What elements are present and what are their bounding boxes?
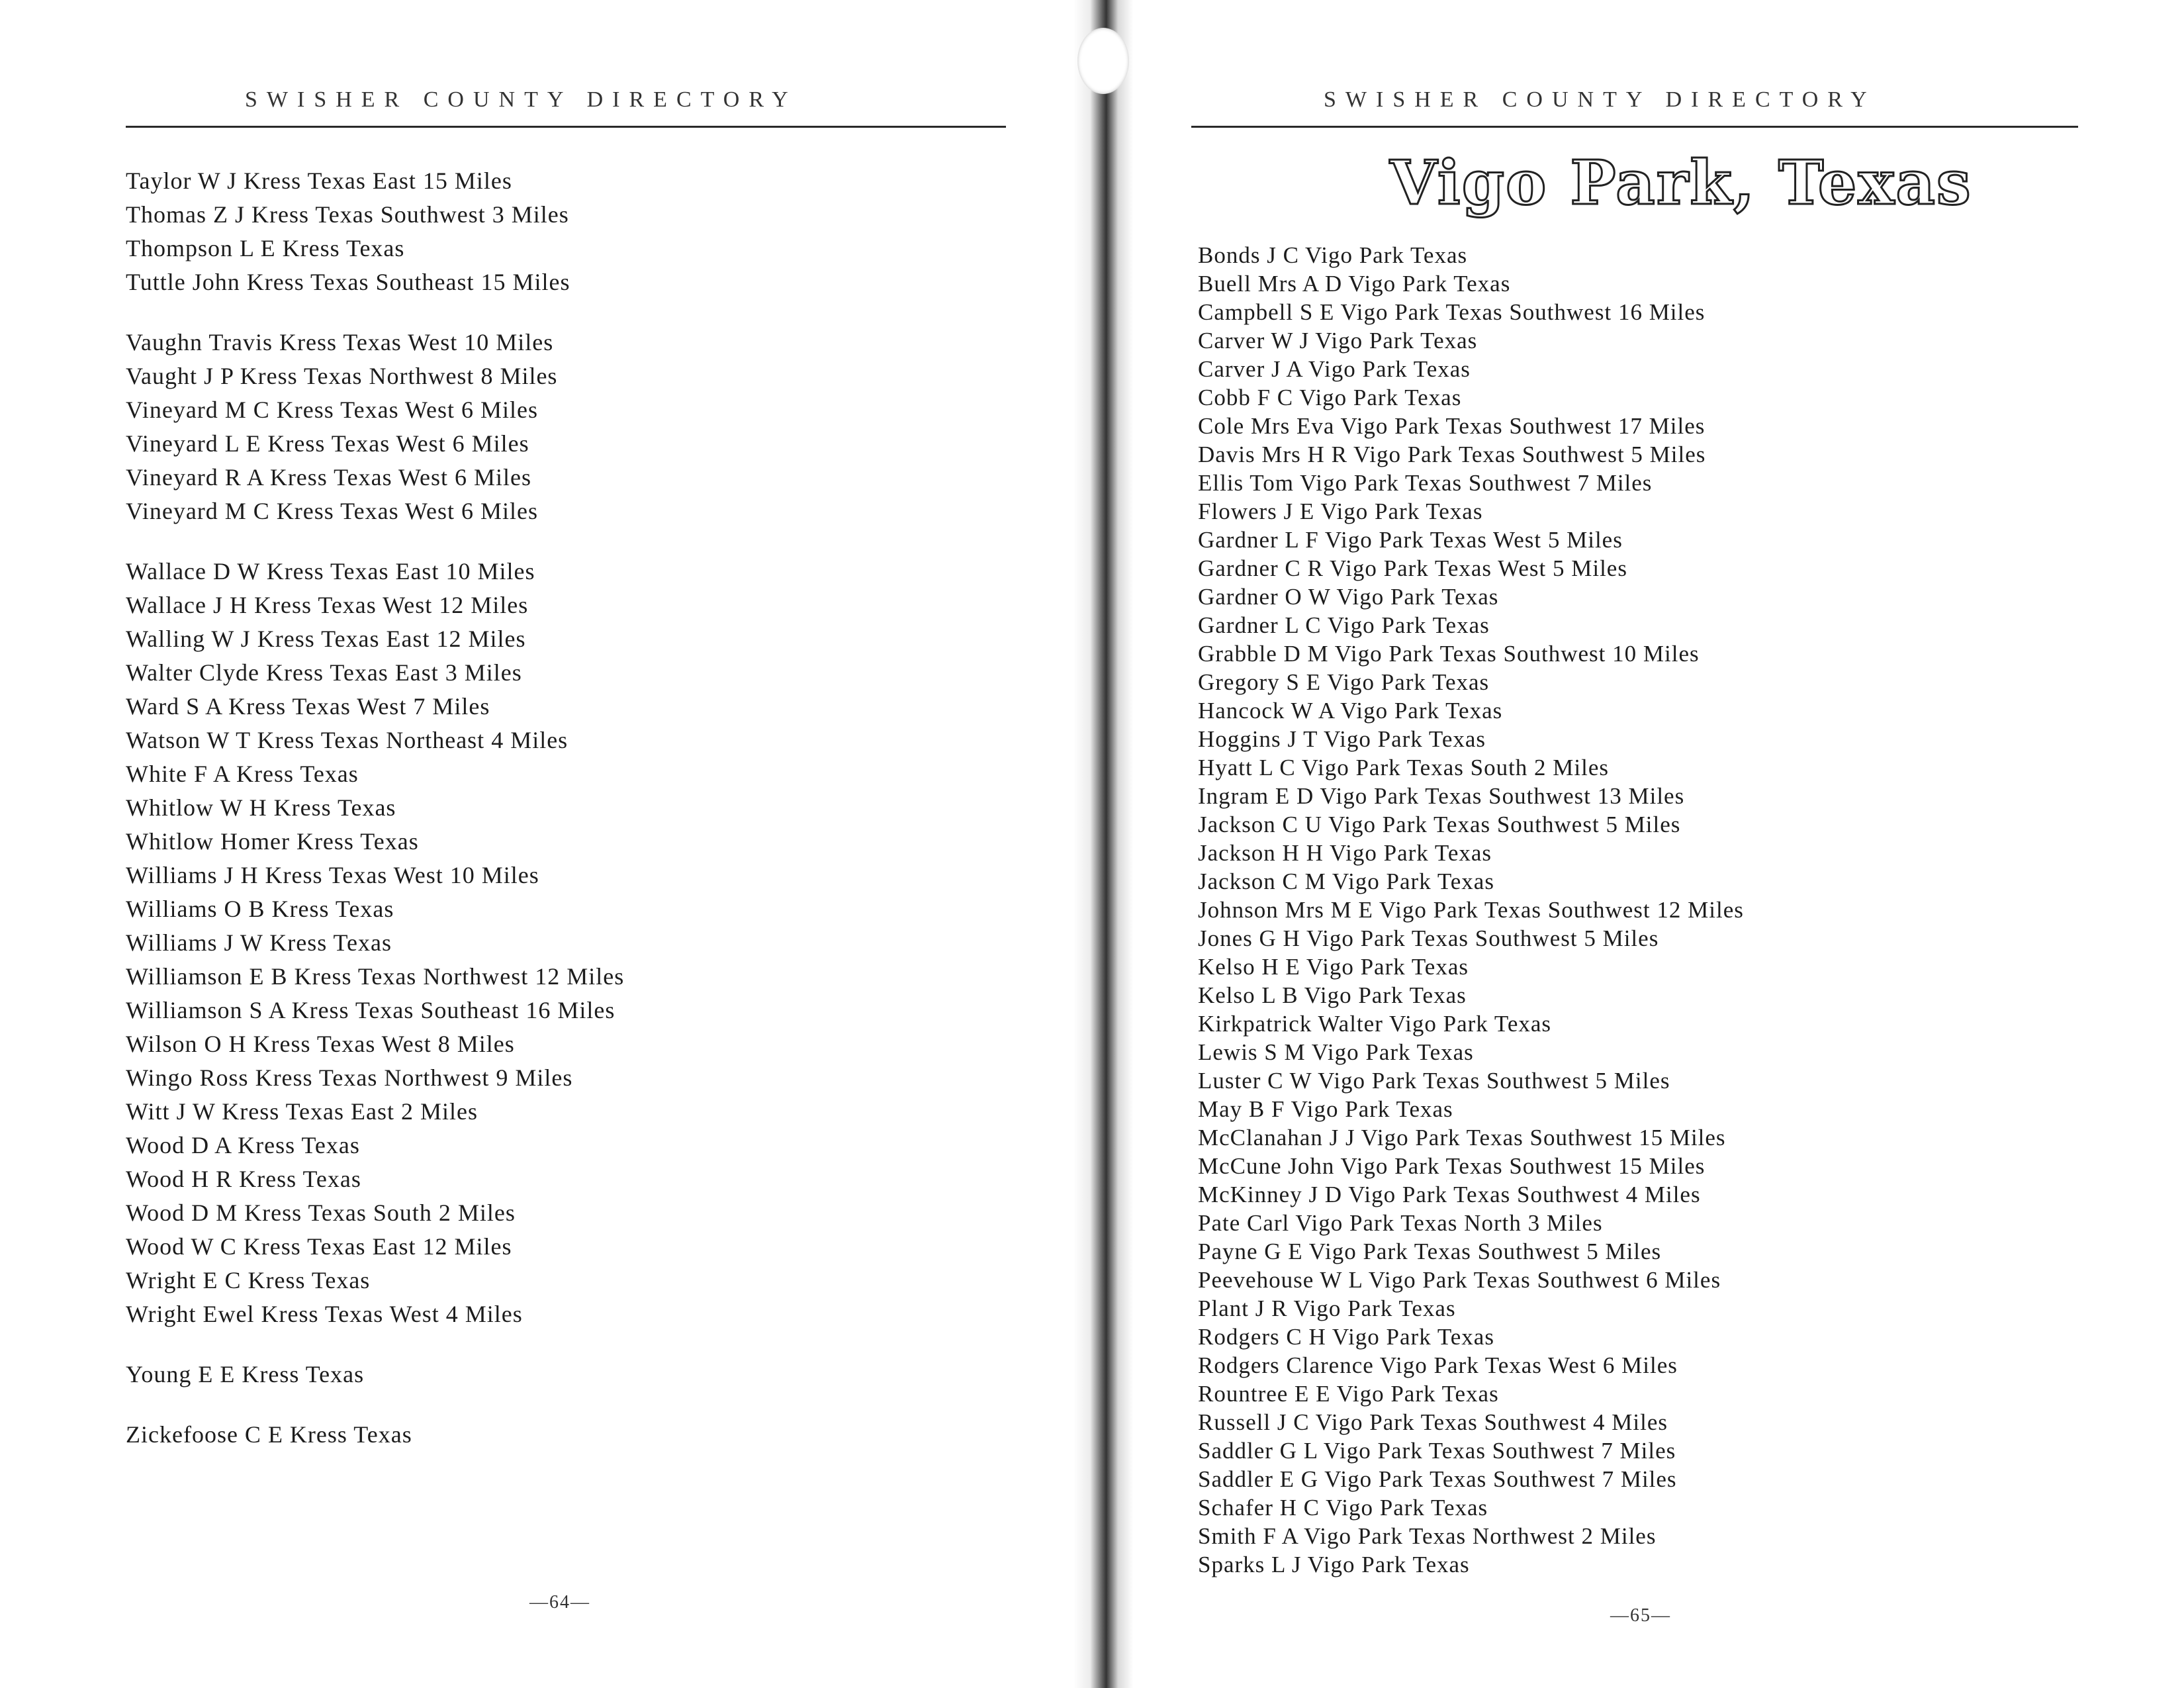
list-item: Flowers J E Vigo Park Texas [1198,498,1483,524]
list-item: Wallace J H Kress Texas West 12 Miles [126,592,529,618]
list-item: Thomas Z J Kress Texas Southwest 3 Miles [126,201,569,228]
running-head: SWISHER COUNTY DIRECTORY [245,87,797,112]
list-item: Wingo Ross Kress Texas Northwest 9 Miles [126,1064,573,1091]
list-item: May B F Vigo Park Texas [1198,1096,1453,1122]
list-item: Kelso L B Vigo Park Texas [1198,982,1467,1008]
list-item: Vineyard M C Kress Texas West 6 Miles [126,498,539,524]
list-item: Jackson C U Vigo Park Texas Southwest 5 Miles [1198,812,1681,837]
page-number: —65— [1610,1605,1671,1626]
list-item: Wallace D W Kress Texas East 10 Miles [126,558,535,585]
list-item: Wood D M Kress Texas South 2 Miles [126,1199,516,1226]
list-item: Ellis Tom Vigo Park Texas Southwest 7 Miles [1198,470,1653,496]
list-item: Saddler G L Vigo Park Texas Southwest 7 Miles [1198,1438,1676,1464]
list-item: Saddler E G Vigo Park Texas Southwest 7 Miles [1198,1466,1677,1492]
list-item: Rodgers Clarence Vigo Park Texas West 6 Miles [1198,1352,1678,1378]
list-item: Grabble D M Vigo Park Texas Southwest 10 Miles [1198,641,1700,667]
list-item: Vineyard M C Kress Texas West 6 Miles [126,397,539,423]
list-item: Vineyard L E Kress Texas West 6 Miles [126,430,529,457]
list-item: Russell J C Vigo Park Texas Southwest 4 Miles [1198,1409,1668,1435]
list-item: Sparks L J Vigo Park Texas [1198,1552,1470,1577]
list-item: Gardner L C Vigo Park Texas [1198,612,1490,638]
list-item: Carver J A Vigo Park Texas [1198,356,1471,382]
list-item: Taylor W J Kress Texas East 15 Miles [126,167,512,194]
list-item: Walling W J Kress Texas East 12 Miles [126,626,526,652]
list-item: Williams O B Kress Texas [126,896,394,922]
list-item: Jackson H H Vigo Park Texas [1198,840,1492,866]
list-item: Jones G H Vigo Park Texas Southwest 5 Miles [1198,925,1659,951]
list-item: Wood W C Kress Texas East 12 Miles [126,1233,512,1260]
list-item: Witt J W Kress Texas East 2 Miles [126,1098,478,1125]
list-item: Gregory S E Vigo Park Texas [1198,669,1490,695]
list-item: Vaught J P Kress Texas Northwest 8 Miles [126,363,558,389]
list-item: Williamson E B Kress Texas Northwest 12 Miles [126,963,625,990]
list-item: Davis Mrs H R Vigo Park Texas Southwest 5 Miles [1198,442,1706,467]
list-item: Pate Carl Vigo Park Texas North 3 Miles [1198,1210,1603,1236]
list-item: Rodgers C H Vigo Park Texas [1198,1324,1494,1350]
list-item: Cole Mrs Eva Vigo Park Texas Southwest 17 Miles [1198,413,1706,439]
list-item: Gardner O W Vigo Park Texas [1198,584,1499,610]
list-item: Wood D A Kress Texas [126,1132,360,1158]
directory-list [126,164,624,1452]
list-item: Rountree E E Vigo Park Texas [1198,1381,1499,1407]
list-item: Campbell S E Vigo Park Texas Southwest 16 Miles [1198,299,1706,325]
list-item: White F A Kress Texas [126,761,359,787]
list-item: McKinney J D Vigo Park Texas Southwest 4 Miles [1198,1182,1701,1207]
directory-list [1198,241,1744,1579]
page-number: —64— [529,1592,590,1613]
list-item: Kelso H E Vigo Park Texas [1198,954,1469,980]
list-item: Carver W J Vigo Park Texas [1198,328,1478,353]
section-title: Vigo Park, Texas [1390,147,1972,218]
list-item: Schafer H C Vigo Park Texas [1198,1495,1488,1521]
running-head: SWISHER COUNTY DIRECTORY [1324,87,1876,112]
list-item: Gardner L F Vigo Park Texas West 5 Miles [1198,527,1623,553]
left-page [119,0,1026,1688]
header-rule [1191,126,2078,128]
list-item: Gardner C R Vigo Park Texas West 5 Miles [1198,555,1627,581]
list-item: Ingram E D Vigo Park Texas Southwest 13 Miles [1198,783,1685,809]
list-item: Hyatt L C Vigo Park Texas South 2 Miles [1198,755,1610,780]
list-item: Bonds J C Vigo Park Texas [1198,242,1468,268]
right-page [1191,0,2105,1688]
list-item: Tuttle John Kress Texas Southeast 15 Miles [126,269,570,295]
list-item: Kirkpatrick Walter Vigo Park Texas [1198,1011,1552,1037]
list-item: Hancock W A Vigo Park Texas [1198,698,1503,724]
header-rule [126,126,1006,128]
list-item: Hoggins J T Vigo Park Texas [1198,726,1486,752]
punch-hole [1077,28,1129,94]
list-item: Wilson O H Kress Texas West 8 Miles [126,1031,515,1057]
list-item: Luster C W Vigo Park Texas Southwest 5 Miles [1198,1068,1670,1094]
list-item: McClanahan J J Vigo Park Texas Southwest 15 Miles [1198,1125,1726,1150]
list-item: Payne G E Vigo Park Texas Southwest 5 Miles [1198,1239,1662,1264]
list-item: Whitlow W H Kress Texas [126,794,396,821]
list-item: Young E E Kress Texas [126,1361,365,1387]
list-item: Thompson L E Kress Texas [126,235,405,261]
list-item: Williams J W Kress Texas [126,929,392,956]
list-item: Johnson Mrs M E Vigo Park Texas Southwest 12 Miles [1198,897,1744,923]
list-item: Wright E C Kress Texas [126,1267,371,1293]
list-item: Plant J R Vigo Park Texas [1198,1295,1456,1321]
list-item: Williamson S A Kress Texas Southeast 16 Miles [126,997,615,1023]
list-item: Whitlow Homer Kress Texas [126,828,419,855]
list-item: Vaughn Travis Kress Texas West 10 Miles [126,329,554,355]
list-item: Lewis S M Vigo Park Texas [1198,1039,1474,1065]
list-item: Williams J H Kress Texas West 10 Miles [126,862,539,888]
list-item: Zickefoose C E Kress Texas [126,1421,412,1448]
list-item: Peevehouse W L Vigo Park Texas Southwest 6 Miles [1198,1267,1721,1293]
list-item: Walter Clyde Kress Texas East 3 Miles [126,659,522,686]
list-item: Watson W T Kress Texas Northeast 4 Miles [126,727,569,753]
list-item: Buell Mrs A D Vigo Park Texas [1198,271,1511,297]
list-item: McCune John Vigo Park Texas Southwest 15 Miles [1198,1153,1706,1179]
list-item: Smith F A Vigo Park Texas Northwest 2 Miles [1198,1523,1657,1549]
list-item: Ward S A Kress Texas West 7 Miles [126,693,490,720]
list-item: Wood H R Kress Texas [126,1166,361,1192]
list-item: Jackson C M Vigo Park Texas [1198,868,1494,894]
binding-gutter [1073,0,1133,1688]
list-item: Wright Ewel Kress Texas West 4 Miles [126,1301,523,1327]
list-item: Cobb F C Vigo Park Texas [1198,385,1462,410]
list-item: Vineyard R A Kress Texas West 6 Miles [126,464,532,491]
